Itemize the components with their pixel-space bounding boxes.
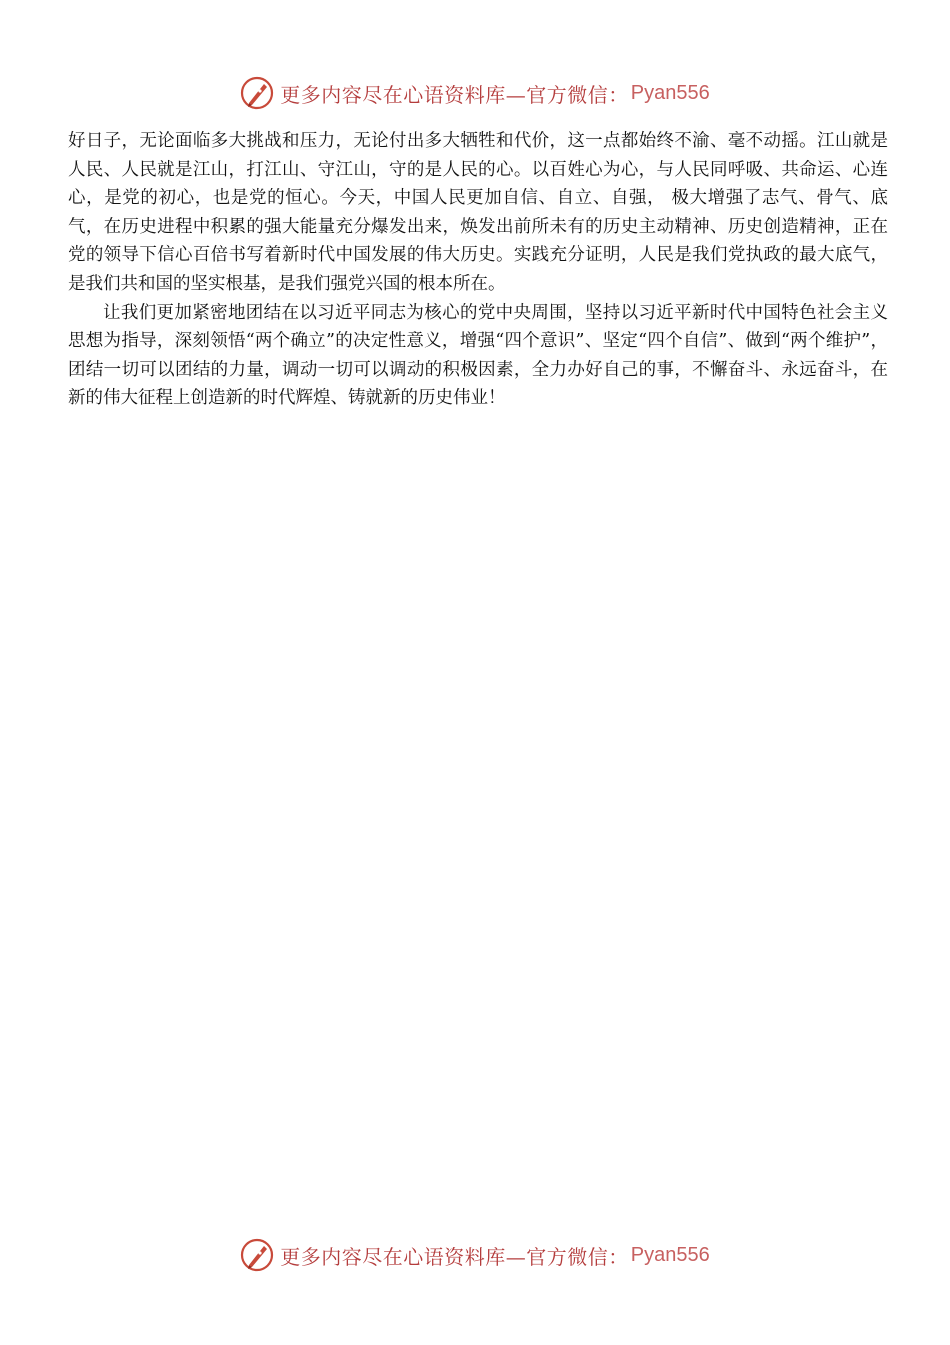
footer-banner xyxy=(0,1234,950,1276)
document-body xyxy=(68,127,888,413)
paragraph-1: 好日子，无论面临多大挑战和压力，无论付出多大牺牲和代价，这一点都始终不渝、毫不动摇。江山就是人民、人民就是江山，打江山、守江山，守的是人民的心。以百姓心为心，与人民同呼吸、共命运、心连心，是党的初心，也是党的恒心。今天，中国人民更加自信、自立、自强， 极大增强了志气、骨气、底气，在历史进程中积累的强大能量充分爆发出来，焕发出前所未有的历史主动精神、历史创造精神，正在党的领导下信心百倍书写着新时代中国发展的伟大历史。实践充分证明，人民是我们党执政的最大底气，是我们共和国的坚实根基，是我们强党兴国的根本所在。 xyxy=(68,131,888,294)
header-banner xyxy=(0,72,950,114)
banner-text: 更多内容尽在心语资料库—官方微信： xyxy=(280,1244,629,1269)
pen-nib-logo-icon xyxy=(240,1238,274,1272)
paragraph-2: 让我们更加紧密地团结在以习近平同志为核心的党中央周围，坚持以习近平新时代中国特色社会主义思想为指导，深刻领悟“两个确立”的决定性意义，增强“四个意识”、坚定“四个自信”、做到“两个维护”，团结一切可以团结的力量，调动一切可以调动的积极因素，全力办好自己的事，不懈奋斗、永远奋斗，在新的伟大征程上创造新的时代辉煌、铸就新的历史伟业！ xyxy=(68,302,888,409)
banner-text: 更多内容尽在心语资料库—官方微信： xyxy=(280,82,629,107)
wechat-id: Pyan556 xyxy=(630,81,710,104)
wechat-id: Pyan556 xyxy=(630,1243,710,1266)
pen-nib-logo-icon xyxy=(240,76,274,110)
